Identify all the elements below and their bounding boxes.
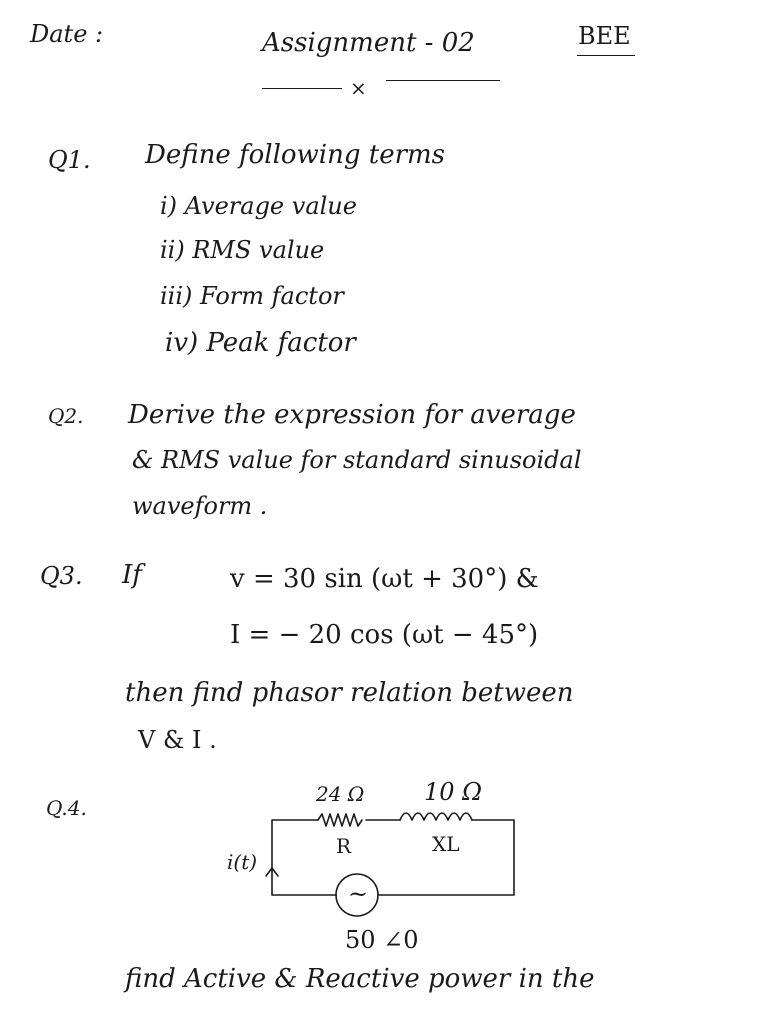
q3-line-1: then find phasor relation between	[125, 678, 574, 708]
q3-voltage-equation: v = 30 sin (ωt + 30°) &	[230, 564, 539, 594]
inductor-symbol	[400, 813, 472, 820]
source-value: 50 ∠0	[345, 926, 419, 954]
page-title: Assignment - 02	[262, 28, 475, 58]
q3-if-word: If	[122, 560, 142, 590]
current-label: i(t)	[227, 850, 258, 874]
q2-line-3: waveform .	[132, 492, 268, 520]
q2-number: Q2.	[48, 404, 84, 428]
q1-item-1: i) Average value	[160, 192, 357, 220]
q3-number: Q3.	[40, 562, 83, 590]
q1-item-3: iii) Form factor	[160, 282, 344, 310]
q1-item-4: iv) Peak factor	[165, 328, 356, 358]
inductor-value: 10 Ω	[424, 778, 483, 806]
source-symbol: ~	[348, 880, 369, 908]
resistor-label: R	[336, 834, 352, 858]
q3-current-equation: I = − 20 cos (ωt − 45°)	[230, 620, 539, 650]
q2-line-1: Derive the expression for average	[128, 400, 576, 430]
title-divider-mark: ×	[350, 76, 367, 100]
q4-question: find Active & Reactive power in the	[125, 964, 595, 994]
q1-prompt: Define following terms	[145, 140, 446, 170]
q1-item-2: ii) RMS value	[160, 236, 325, 264]
subject-label: BEE	[578, 22, 631, 50]
inductor-label: XL	[432, 832, 460, 856]
q4-number: Q.4.	[46, 796, 87, 820]
q1-number: Q1.	[48, 146, 91, 174]
date-label: Date :	[30, 20, 104, 48]
q2-line-2: & RMS value for standard sinusoidal	[132, 446, 582, 474]
resistor-value: 24 Ω	[316, 782, 365, 806]
circuit-wire-left-top	[272, 820, 318, 893]
resistor-symbol	[318, 814, 362, 826]
circuit-wire-bottom-left	[272, 893, 336, 895]
q3-line-2: V & I .	[138, 726, 217, 754]
